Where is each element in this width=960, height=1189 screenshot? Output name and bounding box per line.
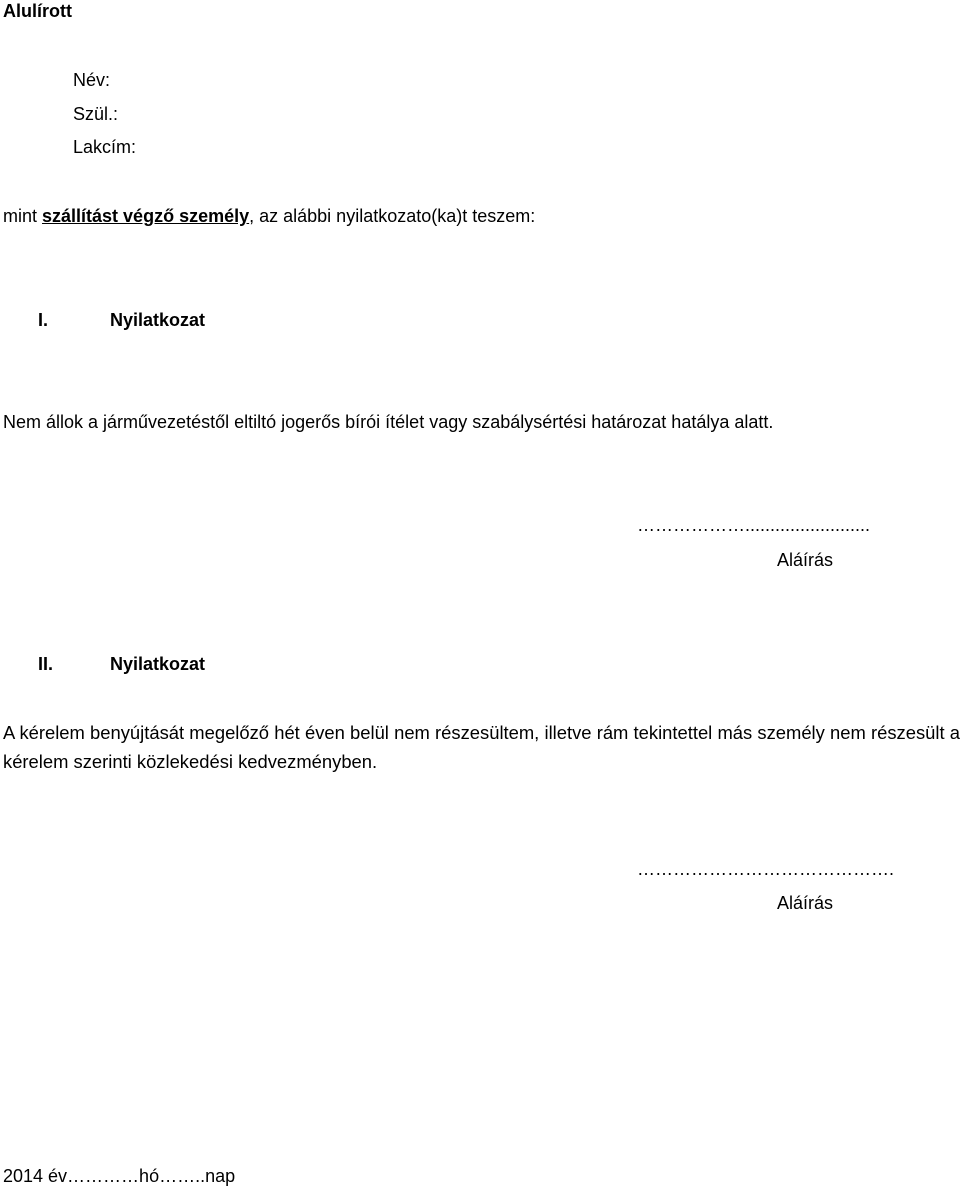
declaration-2-signature-label: Aláírás [777, 893, 834, 913]
name-label: Név: [73, 70, 111, 90]
intro-emphasis: szállítást végző személy [42, 206, 250, 226]
declaration-2-title: Nyilatkozat [110, 654, 206, 674]
intro-suffix: , az alábbi nyilatkozato(ka)t teszem: [249, 206, 536, 226]
declaration-2-text: A kérelem benyújtását megelőző hét éven belül nem részesültem, illetve rám tekintettel más személy nem részesült a kérelem szerinti közlekedési kedvezményben. [3, 722, 960, 772]
birth-label: Szül.: [73, 104, 119, 124]
intro-prefix: mint [3, 206, 43, 226]
declaration-1-signature-label: Aláírás [777, 550, 834, 570]
declaration-2-number: II. [38, 654, 54, 674]
intro-line [3, 206, 535, 227]
declaration-1-text: Nem állok a járművezetéstől eltiltó jogerős bírói ítélet vagy szabálysértési határozat hatálya alatt. [3, 412, 774, 432]
header-title: Alulírott [3, 1, 72, 21]
address-label: Lakcím: [73, 137, 137, 157]
declaration-2-signature-dots: ……………………………………. [637, 859, 895, 879]
declaration-1-signature-dots: ………………......................... [637, 515, 871, 535]
declaration-1-number: I. [38, 310, 49, 330]
date-line: 2014 év…………hó……..nap [3, 1166, 236, 1186]
declaration-1-title: Nyilatkozat [110, 310, 206, 330]
